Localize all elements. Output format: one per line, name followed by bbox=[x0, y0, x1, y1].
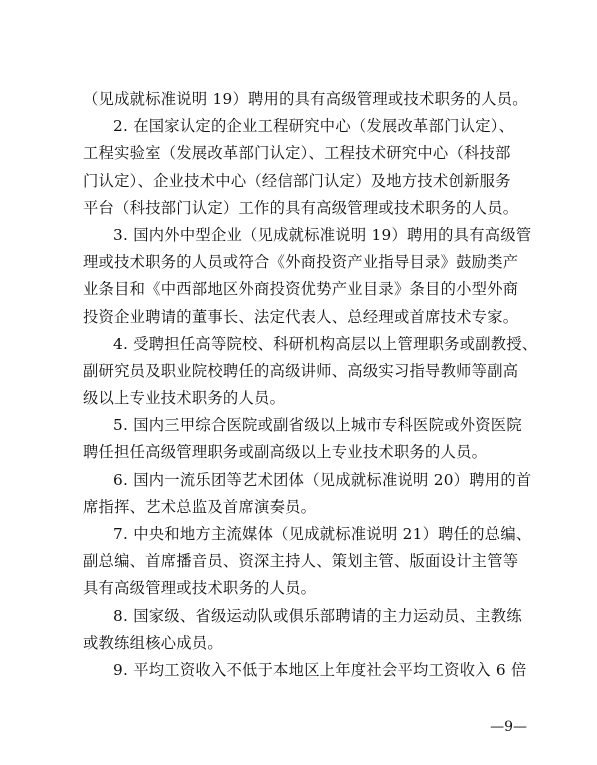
text-line: 8. 国家级、省级运动队或俱乐部聘请的主力运动员、主教练 bbox=[113, 606, 522, 625]
text-line: 聘任担任高级管理职务或副高级以上专业技术职务的人员。 bbox=[83, 443, 488, 462]
text-line: 业条目和《中西部地区外商投资优势产业目录》条目的小型外商 bbox=[83, 280, 519, 299]
text-line: 平台（科技部门认定）工作的具有高级管理或技术职务的人员。 bbox=[83, 198, 519, 217]
text-line: 门认定）、企业技术中心（经信部门认定）及地方技术创新服务 bbox=[83, 171, 511, 190]
text-line: 9. 平均工资收入不低于本地区上年度社会平均工资收入 6 倍 bbox=[113, 660, 527, 679]
text-line: 席指挥、艺术总监及首席演奏员。 bbox=[83, 497, 317, 516]
text-line: 具有高级管理或技术职务的人员。 bbox=[83, 579, 317, 598]
text-line: 7. 中央和地方主流媒体（见成就标准说明 21）聘任的总编、 bbox=[113, 525, 532, 543]
text-line: 4. 受聘担任高等院校、科研机构高层以上管理职务或副教授、 bbox=[113, 334, 538, 353]
text-line: 理或技术职务的人员或符合《外商投资产业指导目录》鼓励类产 bbox=[83, 253, 519, 272]
document-body bbox=[83, 86, 543, 684]
text-line: 3. 国内外中型企业（见成就标准说明 19）聘用的具有高级管 bbox=[113, 225, 532, 244]
text-line: 2. 在国家认定的企业工程研究中心（发展改革部门认定）、 bbox=[113, 117, 515, 136]
text-line: 6. 国内一流乐团等艺术团体（见成就标准说明 20）聘用的首 bbox=[113, 470, 532, 489]
text-line: 投资企业聘请的董事长、法定代表人、总经理或首席技术专家。 bbox=[83, 307, 519, 326]
text-line: 5. 国内三甲综合医院或副省级以上城市专科医院或外资医院 bbox=[113, 416, 522, 435]
page-number: —9— bbox=[490, 719, 527, 735]
text-line: 或教练组核心成员。 bbox=[83, 633, 223, 652]
text-line: 副总编、首席播音员、资深主持人、策划主管、版面设计主管等 bbox=[83, 552, 519, 571]
text-line: 副研究员及职业院校聘任的高级讲师、高级实习指导教师等副高 bbox=[83, 361, 519, 380]
text-line: 级以上专业技术职务的人员。 bbox=[83, 389, 286, 408]
text-line: （见成就标准说明 19）聘用的具有高级管理或技术职务的人员。 bbox=[83, 90, 528, 108]
text-line: 工程实验室（发展改革部门认定）、工程技术研究中心（科技部 bbox=[83, 144, 511, 163]
